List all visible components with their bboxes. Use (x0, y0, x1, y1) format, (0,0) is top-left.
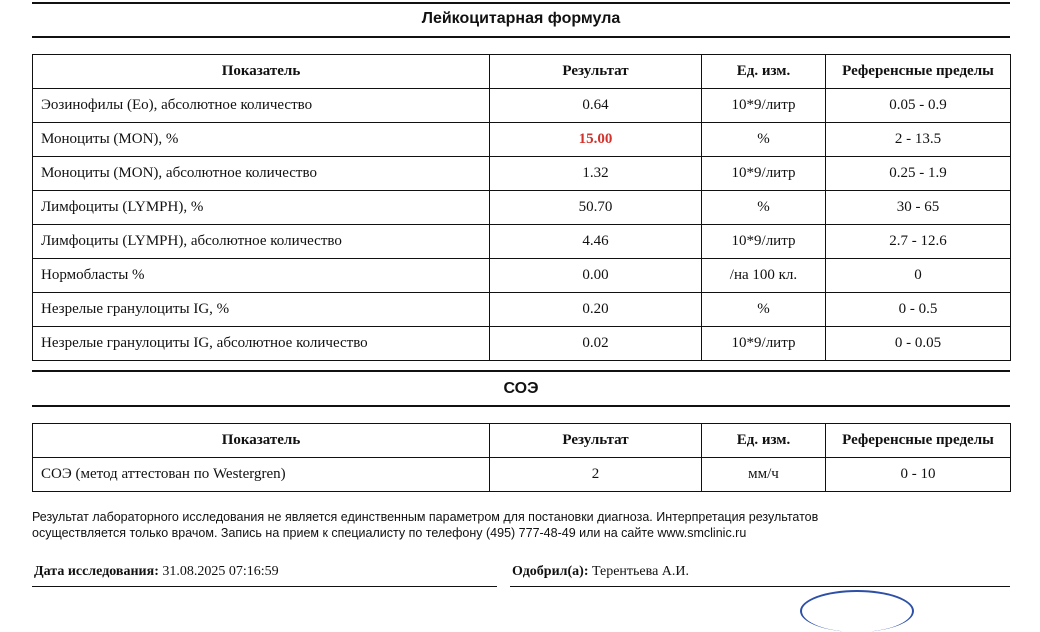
header-reference: Референсные пределы (826, 55, 1011, 89)
row-reference: 2.7 - 12.6 (826, 225, 1011, 259)
row-unit: 10*9/литр (702, 327, 826, 361)
row-name: СОЭ (метод аттестован по Westergren) (33, 458, 490, 492)
table-row (33, 458, 1011, 492)
approved-field (512, 564, 689, 580)
disclaimer-line-1: Результат лабораторного исследования не является единственным параметром для постановки диагноза. Интерпретация результатов (32, 510, 819, 524)
table-row (33, 123, 1011, 157)
approved-value: Терентьева А.И. (591, 564, 689, 579)
stamp-icon (800, 590, 914, 632)
table-header-row (33, 424, 1011, 458)
header-indicator: Показатель (33, 55, 490, 89)
table-row (33, 327, 1011, 361)
row-result: 0.64 (490, 89, 702, 123)
section-title-soe: СОЭ (503, 380, 539, 397)
row-unit: 10*9/литр (702, 225, 826, 259)
row-reference: 0 (826, 259, 1011, 293)
row-unit: /на 100 кл. (702, 259, 826, 293)
row-unit: % (702, 293, 826, 327)
row-result: 4.46 (490, 225, 702, 259)
row-name: Эозинофилы (Eo), абсолютное количество (33, 89, 490, 123)
soe-table (32, 423, 1011, 492)
row-result: 0.20 (490, 293, 702, 327)
row-name: Незрелые гранулоциты IG, абсолютное количество (33, 327, 490, 361)
row-name: Моноциты (MON), абсолютное количество (33, 157, 490, 191)
date-field (34, 564, 279, 580)
approved-underline (510, 586, 1010, 587)
row-unit: 10*9/литр (702, 157, 826, 191)
row-name: Незрелые гранулоциты IG, % (33, 293, 490, 327)
row-reference: 30 - 65 (826, 191, 1011, 225)
row-reference: 0.05 - 0.9 (826, 89, 1011, 123)
row-unit: мм/ч (702, 458, 826, 492)
row-result: 0.00 (490, 259, 702, 293)
table-row (33, 259, 1011, 293)
row-unit: 10*9/литр (702, 89, 826, 123)
header-unit: Ед. изм. (702, 55, 826, 89)
row-reference: 2 - 13.5 (826, 123, 1011, 157)
section-rule-leuko (32, 36, 1010, 38)
header-reference: Референсные пределы (826, 424, 1011, 458)
disclaimer (32, 509, 1022, 541)
row-result: 50.70 (490, 191, 702, 225)
header-unit: Ед. изм. (702, 424, 826, 458)
row-name: Лимфоциты (LYMPH), абсолютное количество (33, 225, 490, 259)
top-rule (32, 2, 1010, 4)
table-header-row (33, 55, 1011, 89)
row-reference: 0 - 0.5 (826, 293, 1011, 327)
row-unit: % (702, 191, 826, 225)
section-rule-soe (32, 405, 1010, 407)
row-result-flagged: 15.00 (490, 123, 702, 157)
row-result: 0.02 (490, 327, 702, 361)
header-result: Результат (490, 424, 702, 458)
row-reference: 0 - 10 (826, 458, 1011, 492)
row-name: Нормобласты % (33, 259, 490, 293)
row-name: Моноциты (MON), % (33, 123, 490, 157)
row-result: 1.32 (490, 157, 702, 191)
row-result: 2 (490, 458, 702, 492)
leuko-table (32, 54, 1011, 361)
table-row (33, 293, 1011, 327)
disclaimer-line-2: осуществляется только врачом. Запись на прием к специалисту по телефону (495) 777-48-49 или на сайте www.smclinic.ru (32, 526, 747, 540)
date-underline (32, 586, 497, 587)
table-row (33, 225, 1011, 259)
row-reference: 0 - 0.05 (826, 327, 1011, 361)
header-result: Результат (490, 55, 702, 89)
row-unit: % (702, 123, 826, 157)
table-row (33, 89, 1011, 123)
header-indicator: Показатель (33, 424, 490, 458)
row-reference: 0.25 - 1.9 (826, 157, 1011, 191)
table-row (33, 191, 1011, 225)
section-title-leuko: Лейкоцитарная формула (421, 10, 621, 27)
table-row (33, 157, 1011, 191)
section-rule-soe-top (32, 370, 1010, 372)
row-name: Лимфоциты (LYMPH), % (33, 191, 490, 225)
approved-label: Одобрил(а): (512, 564, 589, 579)
date-value: 31.08.2025 07:16:59 (162, 564, 279, 579)
date-label: Дата исследования: (34, 564, 159, 579)
